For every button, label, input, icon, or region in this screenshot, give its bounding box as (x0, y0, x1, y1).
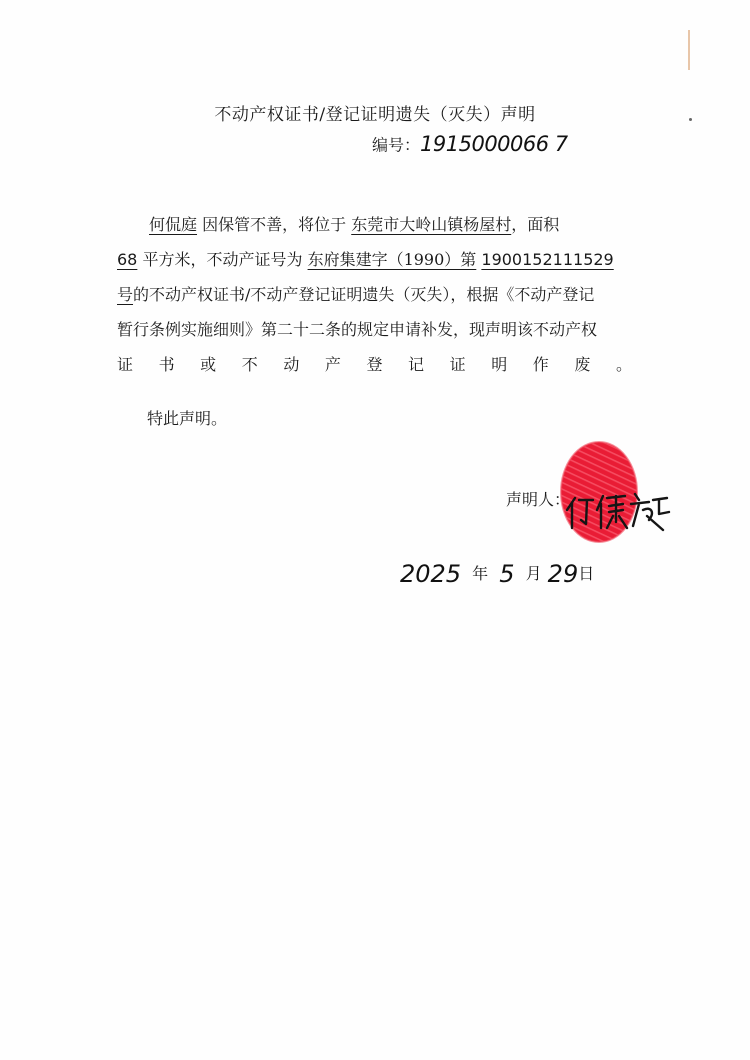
property-location: 东莞市大岭山镇杨屋村 (351, 215, 512, 234)
body-line-5-char: 动 (283, 355, 300, 374)
body-line-3 (117, 277, 637, 312)
body-line-5-char: 作 (532, 355, 549, 374)
body-line-5-char: 明 (491, 355, 508, 374)
declaration-body (117, 207, 637, 382)
body-line-4 (117, 312, 637, 347)
body-line-5-char: 证 (449, 355, 466, 374)
date-month-unit: 月 (525, 564, 542, 583)
document-number-value: 1915000066 7 (420, 132, 568, 156)
body-line-5-char: 废 (574, 355, 591, 374)
document-number-label: 编号： (372, 135, 421, 155)
body-line-5-char: 记 (408, 355, 425, 374)
property-area: 68 (117, 250, 138, 269)
document-title: 不动产权证书/登记证明遗失（灭失）声明 (214, 105, 536, 125)
body-line-5-char: 书 (158, 355, 175, 374)
date-year: 2025 (400, 560, 462, 588)
scan-edge-mark (688, 30, 690, 70)
body-text-2: ，面积 (511, 215, 560, 234)
body-line-5-char: 不 (241, 355, 258, 374)
body-line-5-char: 登 (366, 355, 383, 374)
body-line-2 (117, 242, 637, 277)
closing-statement: 特此声明。 (147, 409, 228, 428)
body-text-3: 平方米，不动产证号为 (142, 250, 303, 269)
certificate-number: 1900152111529 (481, 250, 614, 269)
declaration-date (400, 560, 594, 588)
body-text-4: 的不动产权证书/不动产登记证明遗失（灭失），根据《不动产登记 (133, 285, 595, 304)
declarant-label: 声明人： (506, 490, 571, 509)
date-day-unit: 日 (578, 564, 595, 583)
date-year-unit: 年 (472, 564, 489, 583)
date-day: 29 (547, 560, 579, 588)
date-month: 5 (499, 560, 515, 588)
handwritten-signature (563, 476, 673, 536)
owner-name: 何侃庭 (149, 215, 198, 234)
body-text-5: 暂行条例实施细则》第二十二条的规定申请补发，现声明该不动产权 (117, 320, 598, 339)
certificate-prefix: 东府集建字（1990）第 (307, 250, 477, 269)
document-number (372, 132, 568, 156)
certificate-suffix: 号 (117, 285, 134, 304)
body-line-1 (117, 207, 637, 242)
body-line-5-char: 证 (117, 355, 134, 374)
body-line-5-char: 产 (324, 355, 341, 374)
body-text-1: 因保管不善，将位于 (202, 215, 347, 234)
body-line-5-char: 或 (200, 355, 217, 374)
body-line-5 (117, 347, 632, 382)
body-line-5-char: 。 (615, 355, 632, 374)
